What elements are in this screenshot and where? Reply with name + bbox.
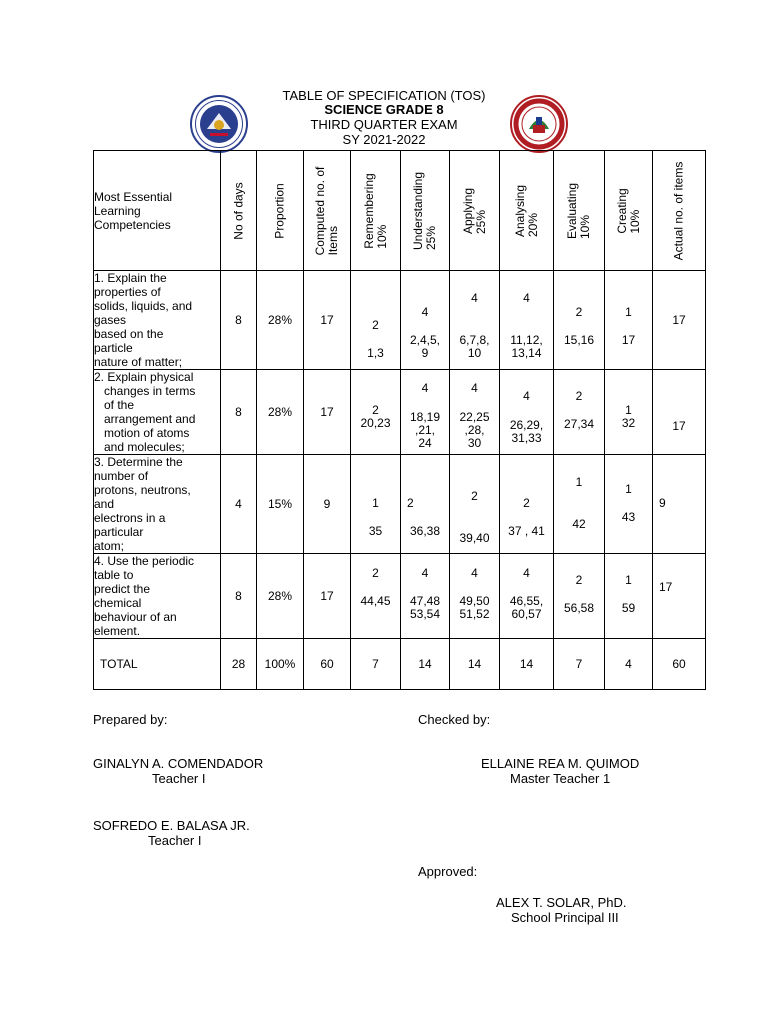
total-proportion: 100% (257, 639, 304, 690)
creating-cell: 1 43 (605, 455, 653, 554)
competency-cell: 2. Explain physical changes in terms of the arrangement and motion of atoms and molecules; (94, 370, 221, 455)
total-understanding: 14 (401, 639, 450, 690)
preparer2-name: SOFREDO E. BALASA JR. (93, 818, 250, 833)
approver-title: School Principal III (511, 910, 619, 925)
understanding-cell: 4 2,4,5, 9 (401, 271, 450, 370)
understanding-cell: 2 36,38 (401, 455, 450, 554)
understanding-cell: 4 47,48 53,54 (401, 554, 450, 639)
school-seal-icon (510, 95, 568, 153)
total-row (94, 639, 706, 690)
analysing-cell: 2 37 , 41 (500, 455, 554, 554)
days-cell: 8 (221, 554, 257, 639)
creating-cell: 1 17 (605, 271, 653, 370)
remembering-cell: 2 44,45 (351, 554, 401, 639)
understanding-cell: 4 18,19 ,21, 24 (401, 370, 450, 455)
preparer2-title: Teacher I (148, 833, 202, 848)
total-actual: 60 (653, 639, 706, 690)
header-creating: Creating 10% (605, 151, 653, 271)
proportion-cell: 28% (257, 554, 304, 639)
computed-cell: 17 (304, 554, 351, 639)
preparer1-name: GINALYN A. COMENDADOR (93, 756, 264, 771)
total-evaluating: 7 (554, 639, 605, 690)
total-remembering: 7 (351, 639, 401, 690)
remembering-cell: 1 35 (351, 455, 401, 554)
actual-cell: 17 (653, 370, 706, 455)
analysing-cell: 4 11,12, 13,14 (500, 271, 554, 370)
total-days: 28 (221, 639, 257, 690)
checked-by-label: Checked by: (418, 712, 491, 727)
table-row (94, 554, 706, 639)
approved-label: Approved: (418, 864, 478, 879)
applying-cell: 4 49,50 51,52 (450, 554, 500, 639)
document-title: TABLE OF SPECIFICATION (TOS) (282, 88, 486, 103)
days-cell: 8 (221, 370, 257, 455)
proportion-cell: 28% (257, 271, 304, 370)
evaluating-cell: 1 42 (554, 455, 605, 554)
total-label: TOTAL (94, 639, 221, 690)
competency-cell: 4. Use the periodic table to predict the chemical behaviour of an element. (94, 554, 221, 639)
creating-cell: 1 32 (605, 370, 653, 455)
document-subject: SCIENCE GRADE 8 (324, 102, 444, 117)
checker-name: ELLAINE REA M. QUIMOD (481, 756, 640, 771)
proportion-cell: 15% (257, 455, 304, 554)
competency-cell: 1. Explain the properties of solids, liquids, and gases based on the particle nature of matter; (94, 271, 221, 370)
header-competency: Most Essential Learning Competencies (94, 151, 221, 271)
actual-cell: 17 (653, 271, 706, 370)
table-row (94, 271, 706, 370)
evaluating-cell: 2 27,34 (554, 370, 605, 455)
days-cell: 4 (221, 455, 257, 554)
analysing-cell: 4 26,29, 31,33 (500, 370, 554, 455)
header-applying: Applying 25% (450, 151, 500, 271)
applying-cell: 2 39,40 (450, 455, 500, 554)
actual-cell: 9 (653, 455, 706, 554)
header-evaluating: Evaluating 10% (554, 151, 605, 271)
header-proportion: Proportion (257, 151, 304, 271)
table-row (94, 455, 706, 554)
prepared-by-label: Prepared by: (93, 712, 168, 727)
header-days: No of days (221, 151, 257, 271)
tos-table (93, 150, 706, 690)
header-remembering: Remembering 10% (351, 151, 401, 271)
header-actual: Actual no. of items (653, 151, 706, 271)
school-year: SY 2021-2022 (342, 132, 426, 147)
header-computed: Computed no. of Items (304, 151, 351, 271)
applying-cell: 4 22,25 ,28, 30 (450, 370, 500, 455)
approver-name: ALEX T. SOLAR, PhD. (496, 895, 627, 910)
competency-cell: 3. Determine the number of protons, neutrons, and electrons in a particular atom; (94, 455, 221, 554)
total-computed: 60 (304, 639, 351, 690)
actual-cell: 17 (653, 554, 706, 639)
creating-cell: 1 59 (605, 554, 653, 639)
total-applying: 14 (450, 639, 500, 690)
computed-cell: 9 (304, 455, 351, 554)
total-analysing: 14 (500, 639, 554, 690)
days-cell: 8 (221, 271, 257, 370)
header-understanding: Understanding 25% (401, 151, 450, 271)
header-analysing: Analysing 20% (500, 151, 554, 271)
checker-title: Master Teacher 1 (510, 771, 611, 786)
table-header-row (94, 151, 706, 271)
remembering-cell: 2 1,3 (351, 271, 401, 370)
exam-title: THIRD QUARTER EXAM (310, 117, 458, 132)
remembering-cell: 2 20,23 (351, 370, 401, 455)
evaluating-cell: 2 56,58 (554, 554, 605, 639)
applying-cell: 4 6,7,8, 10 (450, 271, 500, 370)
total-creating: 4 (605, 639, 653, 690)
table-row (94, 370, 706, 455)
computed-cell: 17 (304, 370, 351, 455)
deped-seal-icon (190, 95, 248, 153)
evaluating-cell: 2 15,16 (554, 271, 605, 370)
proportion-cell: 28% (257, 370, 304, 455)
preparer1-title: Teacher I (152, 771, 206, 786)
computed-cell: 17 (304, 271, 351, 370)
analysing-cell: 4 46,55, 60,57 (500, 554, 554, 639)
